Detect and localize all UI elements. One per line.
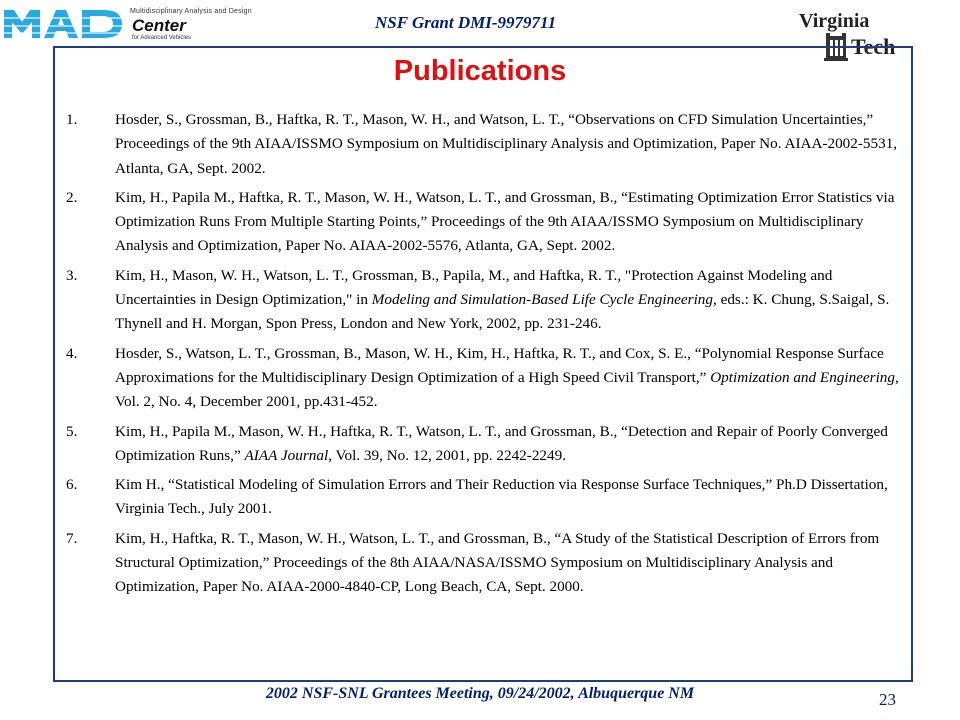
publication-text: Kim, H., Haftka, R. T., Mason, W. H., Watson, L. T., and Grossman, B., “A Study of the Statistical Description of Errors from Structural Optimization,” Proceedings of the 8th AIAA/NASA/ISSMO Symposium on Multidisciplinary Analysis and Optimization, Paper No. AIAA-2000-4840-CP, Long Beach, CA, Sept. 2000.: [115, 529, 880, 596]
publication-number: 3.: [66, 266, 78, 284]
publication-number: 6.: [66, 476, 78, 494]
publication-text: Hosder, S., Watson, L. T., Grossman, B., Mason, W. H., Kim, H., Haftka, R. T., and Cox, S. E., “Polynomial Response Surface Approximations for the Multidisciplinary Design Optimization of a High Speed Civil Transport,” Optimization and Engineering, Vol. 2, No. 4, December 2001, pp.431-452.: [115, 344, 899, 411]
page-number: 23: [879, 690, 896, 709]
publication-text: Kim, H., Papila M., Mason, W. H., Haftka, R. T., Watson, L. T., and Grossman, B., “Detection and Repair of Poorly Converged Optimization Runs,” AIAA Journal, Vol. 39, No. 12, 2001, pp. 2242-2249.: [115, 422, 888, 464]
publication-item-6: [66, 473, 908, 522]
publication-item-5: [66, 420, 908, 469]
publication-item-3: [66, 264, 908, 337]
publication-number: 5.: [66, 422, 78, 440]
publication-number: 7.: [66, 529, 78, 547]
grant-number: NSF Grant DMI-9979711: [375, 13, 557, 32]
publication-item-2: [66, 186, 908, 259]
vt-logo-bottom-text: Tech: [851, 34, 896, 59]
mad-logo-icon: [2, 6, 126, 40]
publication-number: 1.: [66, 111, 78, 128]
publication-item-7: [66, 527, 908, 600]
footer-text: 2002 NSF-SNL Grantees Meeting, 09/24/2002, Albuquerque NM: [265, 685, 695, 702]
publication-text: Hosder, S., Grossman, B., Haftka, R. T., Mason, W. H., and Watson, L. T., “Observations on CFD Simulation Uncertainties,” Proceedings of the 9th AIAA/ISSMO Symposium on Multidisciplinary Analysis and Optimization, Paper No. AIAA-2002-5531, Atlanta, GA, Sept. 2002.: [115, 111, 898, 177]
logo-subtitle-text: for Advanced Vehicles: [132, 35, 192, 41]
publication-item-4: [66, 342, 908, 415]
publication-text: Kim, H., Mason, W. H., Watson, L. T., Grossman, B., Papila, M., and Haftka, R. T., "Protection Against Modeling and Uncertainties in Design Optimization," in Modeling and Simulation-Based Life Cycle Engineering, eds.: K. Chung, S.Saigal, S. Thynell and H. Morgan, Spon Press, London and New York, 2002, pp. 231-246.: [115, 266, 890, 333]
vt-logo-top-text: Virginia: [799, 10, 870, 32]
publication-number: 2.: [66, 188, 78, 206]
publication-text: Kim H., “Statistical Modeling of Simulation Errors and Their Reduction via Response Surface Techniques,” Ph.D Dissertation, Virginia Tech., July 2001.: [115, 476, 888, 518]
logo-center-text: Center: [132, 16, 186, 35]
publication-text: Kim, H., Papila M., Haftka, R. T., Mason, W. H., Watson, L. T., and Grossman, B., “Estimating Optimization Error Statistics via Optimization Runs From Multiple Starting Points,” Proceedings of the 9th AIAA/ISSMO Symposium on Multidisciplinary Analysis and Optimization, Paper No. AIAA-2002-5576, Atlanta, GA, Sept. 2002.: [115, 188, 895, 255]
publication-item-1: [66, 108, 908, 181]
slide-title: Publications: [393, 55, 567, 87]
publication-number: 4.: [66, 344, 78, 362]
logo-title-text: Multidisciplinary Analysis and Design: [130, 8, 252, 15]
publication-list: [66, 108, 908, 605]
mad-center-logo: [2, 6, 252, 42]
